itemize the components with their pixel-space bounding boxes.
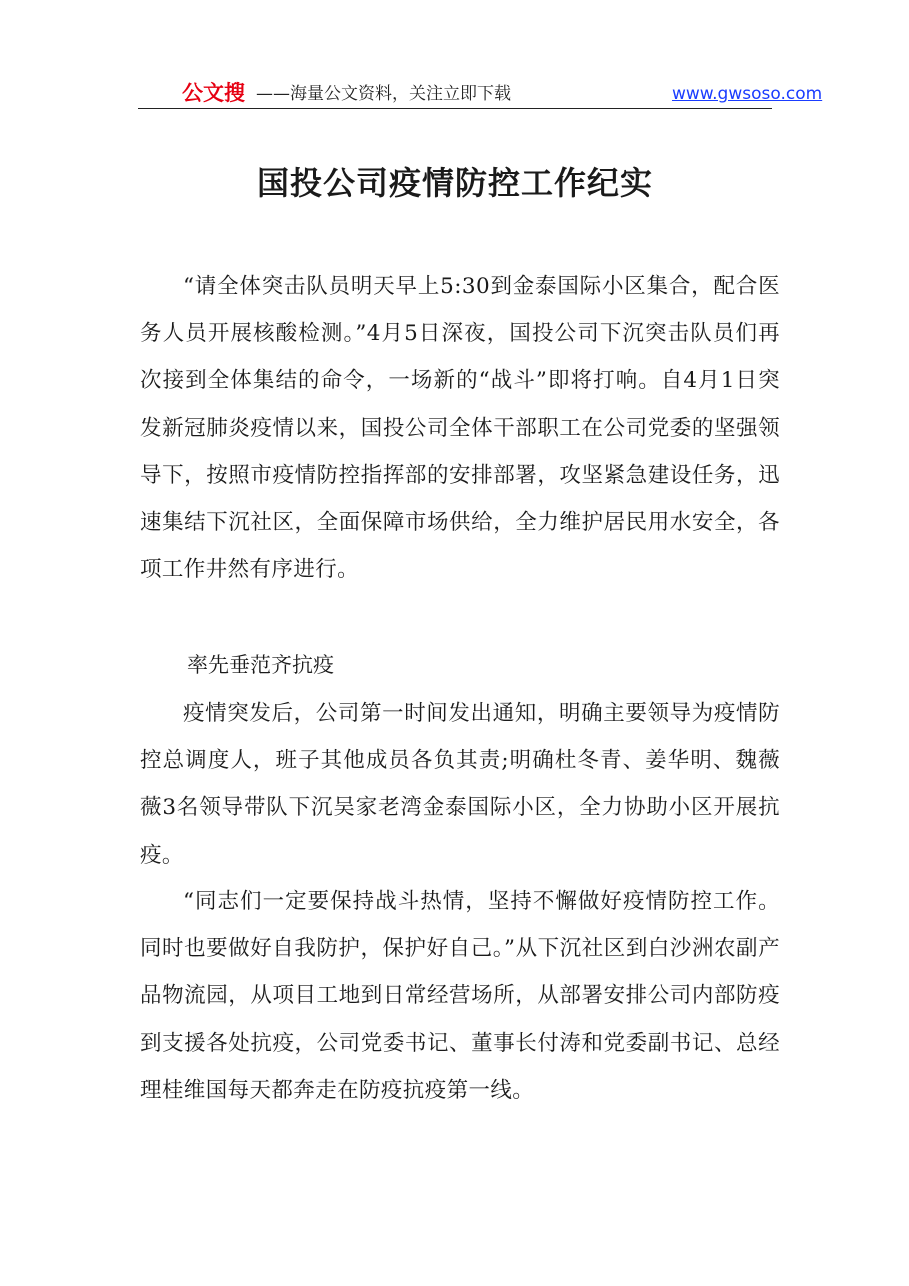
header-slogan: ——海量公文资料，关注立即下载 bbox=[256, 84, 511, 104]
brand-logo-text: 公文搜 bbox=[182, 81, 245, 105]
section-heading: 率先垂范齐抗疫 bbox=[187, 653, 334, 677]
site-header bbox=[138, 78, 823, 108]
site-link[interactable]: www.gwsoso.com bbox=[672, 84, 823, 104]
header-divider bbox=[138, 108, 772, 109]
paragraph-intro: “请全体突击队员明天早上5:30到金泰国际小区集合，配合医务人员开展核酸检测。”4月5日深夜，国投公司下沉突击队员们再次接到全体集结的命令，一场新的“战斗”即将打响。自4月1日突发新冠肺炎疫情以来，国投公司全体干部职工在公司党委的坚强领导下，按照市疫情防控指挥部的安排部署，攻坚紧急建设任务，迅速集结下沉社区，全面保障市场供给，全力维护居民用水安全，各项工作井然有序进行。 bbox=[140, 274, 780, 583]
document-title: 国投公司疫情防控工作纪实 bbox=[256, 164, 653, 202]
paragraph-leadership: “同志们一定要保持战斗热情，坚持不懈做好疫情防控工作。同时也要做好自我防护，保护好自己。”从下沉社区到白沙洲农副产品物流园，从项目工地到日常经营场所，从部署安排公司内部防疫到支援各处抗疫，公司党委书记、董事长付涛和党委副书记、总经理桂维国每天都奔走在防疫抗疫第一线。 bbox=[140, 889, 780, 1103]
paragraph-notice: 疫情突发后，公司第一时间发出通知，明确主要领导为疫情防控总调度人，班子其他成员各负其责;明确杜冬青、姜华明、魏薇薇3名领导带队下沉吴家老湾金泰国际小区，全力协助小区开展抗疫。 bbox=[140, 701, 780, 868]
